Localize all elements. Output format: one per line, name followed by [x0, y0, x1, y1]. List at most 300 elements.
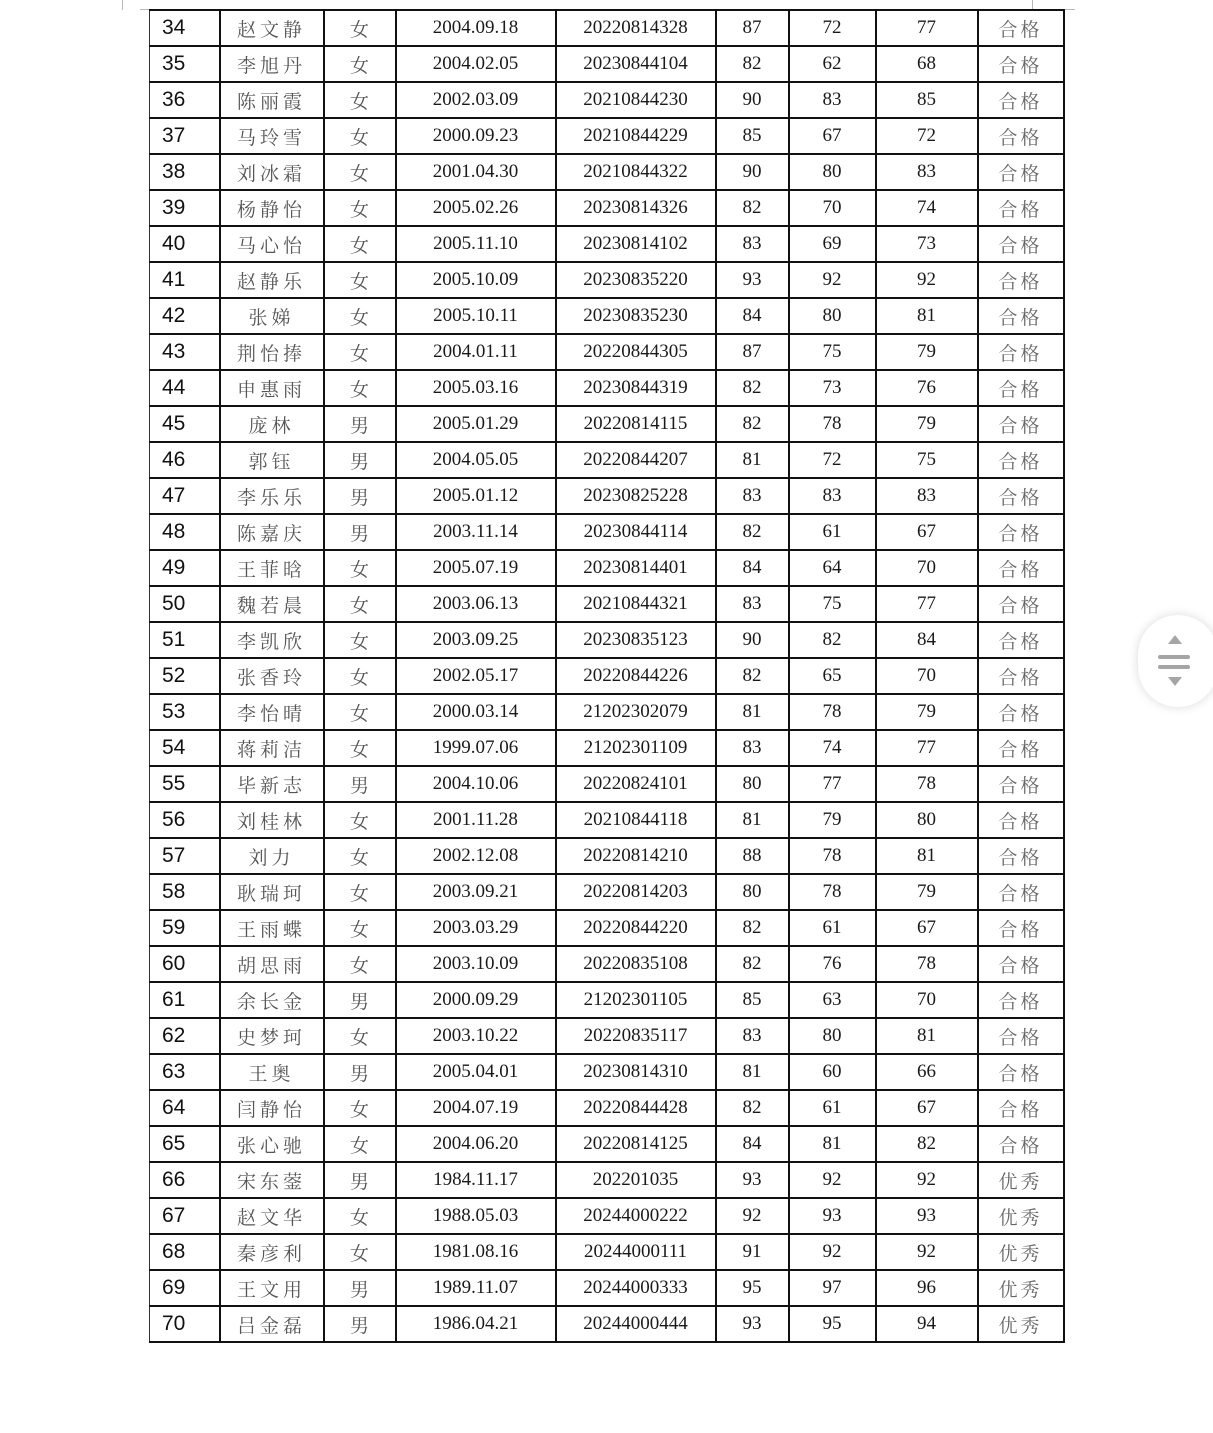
name-cell: 杨静怡	[220, 190, 324, 226]
result-cell: 合格	[978, 874, 1064, 910]
total-score-cell: 85	[876, 82, 978, 118]
score-2-cell: 69	[789, 226, 876, 262]
birth-date-cell: 2003.11.14	[396, 514, 556, 550]
score-2-cell: 74	[789, 730, 876, 766]
birth-date-cell: 2003.10.09	[396, 946, 556, 982]
row-number: 38	[150, 154, 220, 190]
name-cell: 李凯欣	[220, 622, 324, 658]
score-1-cell: 85	[716, 982, 789, 1018]
gender-cell: 女	[324, 658, 396, 694]
gender-cell: 女	[324, 586, 396, 622]
score-1-cell: 83	[716, 478, 789, 514]
row-number: 35	[150, 46, 220, 82]
row-number: 65	[150, 1126, 220, 1162]
total-score-cell: 96	[876, 1270, 978, 1306]
table-row	[150, 190, 1064, 226]
scroll-widget[interactable]	[1138, 615, 1213, 707]
score-1-cell: 83	[716, 1018, 789, 1054]
total-score-cell: 83	[876, 154, 978, 190]
result-cell: 合格	[978, 442, 1064, 478]
student-id-cell: 20244000111	[556, 1234, 716, 1270]
total-score-cell: 92	[876, 262, 978, 298]
name-cell: 郭钰	[220, 442, 324, 478]
birth-date-cell: 2002.03.09	[396, 82, 556, 118]
score-2-cell: 79	[789, 802, 876, 838]
row-number: 36	[150, 82, 220, 118]
student-id-cell: 20210844229	[556, 118, 716, 154]
total-score-cell: 81	[876, 1018, 978, 1054]
result-cell: 合格	[978, 1090, 1064, 1126]
table-row	[150, 1090, 1064, 1126]
row-number: 60	[150, 946, 220, 982]
student-id-cell: 21202301105	[556, 982, 716, 1018]
result-cell: 合格	[978, 586, 1064, 622]
row-number: 59	[150, 910, 220, 946]
row-number: 63	[150, 1054, 220, 1090]
total-score-cell: 72	[876, 118, 978, 154]
table-row	[150, 622, 1064, 658]
row-number: 42	[150, 298, 220, 334]
birth-date-cell: 2004.01.11	[396, 334, 556, 370]
table-row	[150, 1198, 1064, 1234]
result-cell: 优秀	[978, 1234, 1064, 1270]
total-score-cell: 70	[876, 550, 978, 586]
student-id-cell: 20220844207	[556, 442, 716, 478]
birth-date-cell: 1988.05.03	[396, 1198, 556, 1234]
total-score-cell: 78	[876, 946, 978, 982]
birth-date-cell: 2001.11.28	[396, 802, 556, 838]
score-1-cell: 92	[716, 1198, 789, 1234]
gender-cell: 男	[324, 478, 396, 514]
name-cell: 吕金磊	[220, 1306, 324, 1342]
gender-cell: 男	[324, 1054, 396, 1090]
table-row	[150, 1018, 1064, 1054]
row-number: 51	[150, 622, 220, 658]
birth-date-cell: 2005.10.11	[396, 298, 556, 334]
name-cell: 赵文华	[220, 1198, 324, 1234]
table-row	[150, 946, 1064, 982]
name-cell: 张娣	[220, 298, 324, 334]
row-number: 39	[150, 190, 220, 226]
gender-cell: 女	[324, 1198, 396, 1234]
score-1-cell: 81	[716, 1054, 789, 1090]
birth-date-cell: 2000.03.14	[396, 694, 556, 730]
gender-cell: 女	[324, 1126, 396, 1162]
score-2-cell: 92	[789, 1162, 876, 1198]
gender-cell: 女	[324, 1234, 396, 1270]
result-cell: 优秀	[978, 1198, 1064, 1234]
score-1-cell: 84	[716, 298, 789, 334]
name-cell: 赵静乐	[220, 262, 324, 298]
score-2-cell: 95	[789, 1306, 876, 1342]
total-score-cell: 76	[876, 370, 978, 406]
row-number: 54	[150, 730, 220, 766]
result-cell: 合格	[978, 1126, 1064, 1162]
birth-date-cell: 2005.02.26	[396, 190, 556, 226]
table-row	[150, 550, 1064, 586]
row-number: 34	[150, 10, 220, 46]
total-score-cell: 83	[876, 478, 978, 514]
total-score-cell: 78	[876, 766, 978, 802]
student-id-cell: 20230825228	[556, 478, 716, 514]
table-row	[150, 1270, 1064, 1306]
total-score-cell: 77	[876, 730, 978, 766]
table-row	[150, 46, 1064, 82]
student-id-cell: 20230835123	[556, 622, 716, 658]
gender-cell: 男	[324, 442, 396, 478]
birth-date-cell: 2004.05.05	[396, 442, 556, 478]
student-id-cell: 20210844321	[556, 586, 716, 622]
student-id-cell: 20210844322	[556, 154, 716, 190]
name-cell: 马玲雪	[220, 118, 324, 154]
name-cell: 王文用	[220, 1270, 324, 1306]
score-1-cell: 81	[716, 442, 789, 478]
result-cell: 合格	[978, 46, 1064, 82]
score-2-cell: 83	[789, 478, 876, 514]
birth-date-cell: 2003.09.25	[396, 622, 556, 658]
result-cell: 合格	[978, 1018, 1064, 1054]
table-row	[150, 838, 1064, 874]
gender-cell: 女	[324, 694, 396, 730]
total-score-cell: 79	[876, 406, 978, 442]
row-number: 68	[150, 1234, 220, 1270]
gender-cell: 女	[324, 622, 396, 658]
gender-cell: 女	[324, 46, 396, 82]
table-row	[150, 118, 1064, 154]
score-2-cell: 93	[789, 1198, 876, 1234]
student-id-cell: 20230835220	[556, 262, 716, 298]
row-number: 66	[150, 1162, 220, 1198]
name-cell: 马心怡	[220, 226, 324, 262]
score-1-cell: 93	[716, 1162, 789, 1198]
result-cell: 合格	[978, 658, 1064, 694]
total-score-cell: 92	[876, 1162, 978, 1198]
row-number: 55	[150, 766, 220, 802]
row-number: 50	[150, 586, 220, 622]
total-score-cell: 82	[876, 1126, 978, 1162]
total-score-cell: 77	[876, 10, 978, 46]
table-row	[150, 262, 1064, 298]
score-2-cell: 75	[789, 586, 876, 622]
table-row	[150, 82, 1064, 118]
student-id-cell: 20210844118	[556, 802, 716, 838]
result-cell: 合格	[978, 1054, 1064, 1090]
score-1-cell: 82	[716, 514, 789, 550]
score-1-cell: 90	[716, 82, 789, 118]
score-2-cell: 78	[789, 838, 876, 874]
table-row	[150, 154, 1064, 190]
total-score-cell: 81	[876, 838, 978, 874]
row-number: 43	[150, 334, 220, 370]
row-number: 57	[150, 838, 220, 874]
birth-date-cell: 1989.11.07	[396, 1270, 556, 1306]
table-row	[150, 586, 1064, 622]
name-cell: 胡思雨	[220, 946, 324, 982]
student-id-cell: 20230814401	[556, 550, 716, 586]
result-cell: 合格	[978, 262, 1064, 298]
score-1-cell: 87	[716, 10, 789, 46]
row-number: 47	[150, 478, 220, 514]
result-cell: 合格	[978, 334, 1064, 370]
table-row	[150, 766, 1064, 802]
result-cell: 合格	[978, 838, 1064, 874]
page-corner-mark	[140, 9, 149, 10]
result-cell: 优秀	[978, 1270, 1064, 1306]
result-cell: 合格	[978, 478, 1064, 514]
result-cell: 合格	[978, 226, 1064, 262]
score-2-cell: 67	[789, 118, 876, 154]
row-number: 44	[150, 370, 220, 406]
gender-cell: 男	[324, 1306, 396, 1342]
score-1-cell: 80	[716, 874, 789, 910]
row-number: 62	[150, 1018, 220, 1054]
student-id-cell: 20244000444	[556, 1306, 716, 1342]
birth-date-cell: 1981.08.16	[396, 1234, 556, 1270]
birth-date-cell: 2003.03.29	[396, 910, 556, 946]
student-id-cell: 20220844220	[556, 910, 716, 946]
score-1-cell: 83	[716, 730, 789, 766]
birth-date-cell: 2005.03.16	[396, 370, 556, 406]
birth-date-cell: 2004.07.19	[396, 1090, 556, 1126]
result-cell: 合格	[978, 730, 1064, 766]
birth-date-cell: 2005.04.01	[396, 1054, 556, 1090]
name-cell: 赵文静	[220, 10, 324, 46]
page-corner-mark	[122, 0, 123, 10]
drag-handle-icon[interactable]	[1158, 665, 1190, 669]
name-cell: 陈丽霞	[220, 82, 324, 118]
total-score-cell: 92	[876, 1234, 978, 1270]
score-2-cell: 64	[789, 550, 876, 586]
score-2-cell: 78	[789, 874, 876, 910]
result-cell: 优秀	[978, 1306, 1064, 1342]
score-1-cell: 84	[716, 550, 789, 586]
total-score-cell: 67	[876, 910, 978, 946]
score-1-cell: 87	[716, 334, 789, 370]
student-id-cell: 20220814115	[556, 406, 716, 442]
student-id-cell: 20220814210	[556, 838, 716, 874]
gender-cell: 女	[324, 370, 396, 406]
gender-cell: 女	[324, 910, 396, 946]
gender-cell: 女	[324, 118, 396, 154]
score-1-cell: 82	[716, 370, 789, 406]
total-score-cell: 93	[876, 1198, 978, 1234]
score-2-cell: 73	[789, 370, 876, 406]
name-cell: 魏若晨	[220, 586, 324, 622]
score-1-cell: 82	[716, 406, 789, 442]
table-row	[150, 226, 1064, 262]
student-id-cell: 20220814125	[556, 1126, 716, 1162]
gender-cell: 女	[324, 1090, 396, 1126]
student-id-cell: 20220814328	[556, 10, 716, 46]
gender-cell: 女	[324, 802, 396, 838]
row-number: 52	[150, 658, 220, 694]
gender-cell: 女	[324, 730, 396, 766]
student-id-cell: 20230844319	[556, 370, 716, 406]
row-number: 58	[150, 874, 220, 910]
birth-date-cell: 2000.09.23	[396, 118, 556, 154]
table-row	[150, 478, 1064, 514]
score-2-cell: 77	[789, 766, 876, 802]
score-2-cell: 80	[789, 154, 876, 190]
student-id-cell: 21202302079	[556, 694, 716, 730]
score-1-cell: 82	[716, 658, 789, 694]
score-2-cell: 61	[789, 910, 876, 946]
score-2-cell: 65	[789, 658, 876, 694]
student-id-cell: 20230844114	[556, 514, 716, 550]
total-score-cell: 74	[876, 190, 978, 226]
table-row	[150, 298, 1064, 334]
score-1-cell: 82	[716, 910, 789, 946]
total-score-cell: 79	[876, 874, 978, 910]
score-2-cell: 72	[789, 10, 876, 46]
gender-cell: 女	[324, 1018, 396, 1054]
score-2-cell: 78	[789, 406, 876, 442]
name-cell: 蒋莉洁	[220, 730, 324, 766]
student-id-cell: 20220844226	[556, 658, 716, 694]
birth-date-cell: 2005.01.29	[396, 406, 556, 442]
score-1-cell: 93	[716, 1306, 789, 1342]
student-id-cell: 20220844305	[556, 334, 716, 370]
row-number: 64	[150, 1090, 220, 1126]
score-1-cell: 83	[716, 226, 789, 262]
score-2-cell: 63	[789, 982, 876, 1018]
score-2-cell: 60	[789, 1054, 876, 1090]
gender-cell: 男	[324, 766, 396, 802]
score-1-cell: 80	[716, 766, 789, 802]
table-row	[150, 1054, 1064, 1090]
name-cell: 秦彦利	[220, 1234, 324, 1270]
birth-date-cell: 2005.07.19	[396, 550, 556, 586]
result-cell: 合格	[978, 802, 1064, 838]
score-2-cell: 83	[789, 82, 876, 118]
score-1-cell: 85	[716, 118, 789, 154]
result-cell: 合格	[978, 82, 1064, 118]
score-2-cell: 76	[789, 946, 876, 982]
student-id-cell: 20220835117	[556, 1018, 716, 1054]
gender-cell: 女	[324, 10, 396, 46]
student-id-cell: 21202301109	[556, 730, 716, 766]
score-1-cell: 91	[716, 1234, 789, 1270]
gender-cell: 女	[324, 190, 396, 226]
name-cell: 王奥	[220, 1054, 324, 1090]
gender-cell: 女	[324, 334, 396, 370]
gender-cell: 女	[324, 550, 396, 586]
name-cell: 毕新志	[220, 766, 324, 802]
name-cell: 刘力	[220, 838, 324, 874]
name-cell: 张香玲	[220, 658, 324, 694]
result-cell: 合格	[978, 982, 1064, 1018]
gender-cell: 女	[324, 262, 396, 298]
score-2-cell: 80	[789, 298, 876, 334]
total-score-cell: 77	[876, 586, 978, 622]
table-row	[150, 910, 1064, 946]
student-id-cell: 20220844428	[556, 1090, 716, 1126]
birth-date-cell: 2004.06.20	[396, 1126, 556, 1162]
total-score-cell: 70	[876, 982, 978, 1018]
student-id-cell: 20220835108	[556, 946, 716, 982]
birth-date-cell: 2001.04.30	[396, 154, 556, 190]
table-body	[150, 10, 1064, 1342]
name-cell: 闫静怡	[220, 1090, 324, 1126]
name-cell: 王雨蝶	[220, 910, 324, 946]
student-id-cell: 20230814102	[556, 226, 716, 262]
score-1-cell: 81	[716, 694, 789, 730]
birth-date-cell: 2005.10.09	[396, 262, 556, 298]
birth-date-cell: 2004.02.05	[396, 46, 556, 82]
score-1-cell: 95	[716, 1270, 789, 1306]
birth-date-cell: 2005.11.10	[396, 226, 556, 262]
name-cell: 陈嘉庆	[220, 514, 324, 550]
table-row	[150, 442, 1064, 478]
birth-date-cell: 2004.09.18	[396, 10, 556, 46]
score-table	[149, 9, 1065, 1343]
name-cell: 余长金	[220, 982, 324, 1018]
total-score-cell: 68	[876, 46, 978, 82]
table-row	[150, 730, 1064, 766]
score-1-cell: 90	[716, 154, 789, 190]
gender-cell: 男	[324, 406, 396, 442]
result-cell: 合格	[978, 190, 1064, 226]
name-cell: 庞林	[220, 406, 324, 442]
table-row	[150, 1126, 1064, 1162]
total-score-cell: 84	[876, 622, 978, 658]
gender-cell: 女	[324, 154, 396, 190]
score-2-cell: 61	[789, 1090, 876, 1126]
score-1-cell: 90	[716, 622, 789, 658]
total-score-cell: 80	[876, 802, 978, 838]
result-cell: 合格	[978, 10, 1064, 46]
gender-cell: 男	[324, 1162, 396, 1198]
row-number: 53	[150, 694, 220, 730]
row-number: 40	[150, 226, 220, 262]
table-row	[150, 874, 1064, 910]
birth-date-cell: 2003.10.22	[396, 1018, 556, 1054]
gender-cell: 女	[324, 946, 396, 982]
total-score-cell: 94	[876, 1306, 978, 1342]
scroll-up-arrow-icon[interactable]	[1168, 635, 1182, 644]
result-cell: 合格	[978, 514, 1064, 550]
row-number: 56	[150, 802, 220, 838]
row-number: 45	[150, 406, 220, 442]
table-row	[150, 1306, 1064, 1342]
result-cell: 合格	[978, 118, 1064, 154]
name-cell: 李旭丹	[220, 46, 324, 82]
birth-date-cell: 2002.05.17	[396, 658, 556, 694]
row-number: 70	[150, 1306, 220, 1342]
total-score-cell: 75	[876, 442, 978, 478]
total-score-cell: 66	[876, 1054, 978, 1090]
gender-cell: 男	[324, 514, 396, 550]
total-score-cell: 67	[876, 1090, 978, 1126]
score-1-cell: 82	[716, 46, 789, 82]
table-row	[150, 514, 1064, 550]
score-1-cell: 93	[716, 262, 789, 298]
name-cell: 宋东蓥	[220, 1162, 324, 1198]
score-2-cell: 72	[789, 442, 876, 478]
score-2-cell: 78	[789, 694, 876, 730]
scroll-down-arrow-icon[interactable]	[1168, 677, 1182, 686]
row-number: 49	[150, 550, 220, 586]
result-cell: 合格	[978, 622, 1064, 658]
drag-handle-icon[interactable]	[1158, 655, 1190, 659]
score-1-cell: 82	[716, 190, 789, 226]
student-id-cell: 20220814203	[556, 874, 716, 910]
gender-cell: 女	[324, 226, 396, 262]
table-row	[150, 982, 1064, 1018]
table-row	[150, 802, 1064, 838]
name-cell: 刘冰霜	[220, 154, 324, 190]
name-cell: 李乐乐	[220, 478, 324, 514]
